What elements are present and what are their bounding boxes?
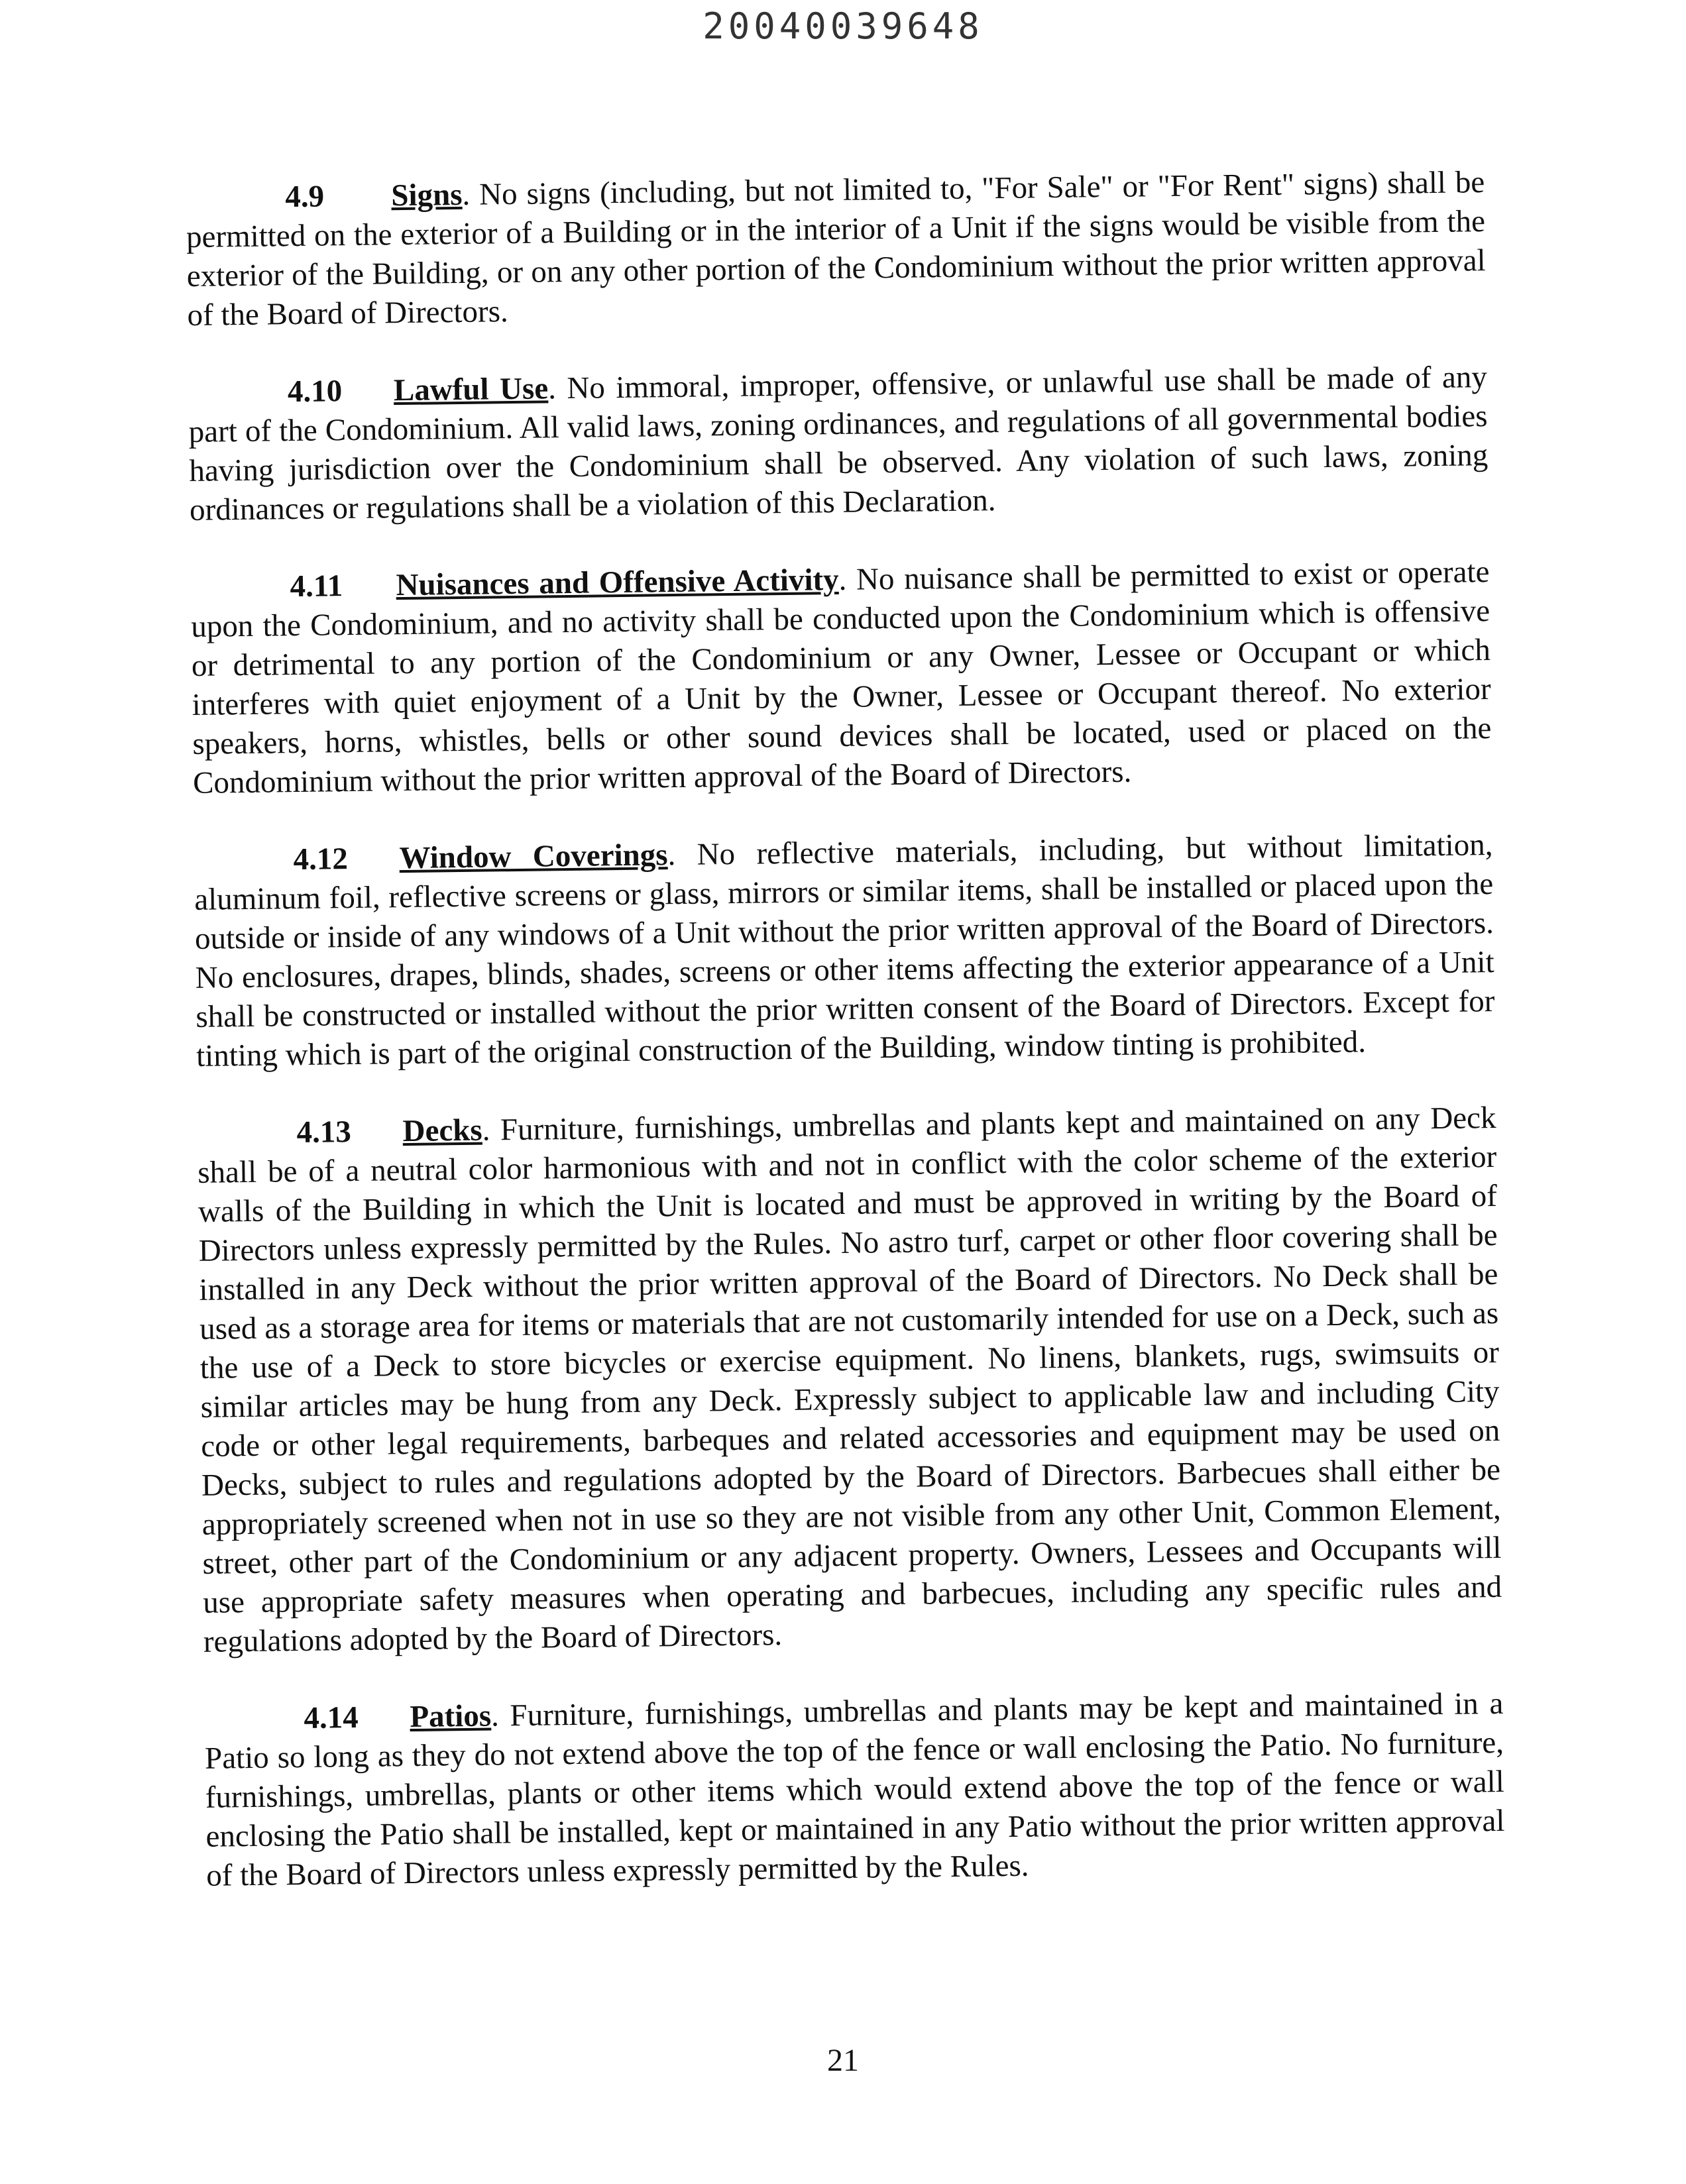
- section-text: Furniture, furnishings, umbrellas and plants kept and maintained on any Deck shall be of a neutral color harmonious with and not in conflict with the color scheme of the exterior walls of the Building in which the Unit is located and must be approved in writing by the Board of Directors unless expressly permitted by the Rules. No astro turf, carpet or other floor covering shall be installed in any Deck without the prior written approval of the Board of Directors. No Deck shall be used as a storage area for items or materials that are not customarily intended for use on a Deck, such as the use of a Deck to store bicycles or exercise equipment. No linens, blankets, rugs, swimsuits or similar articles may be hung from any Deck. Expressly subject to applicable law and including City code or other legal requirements, barbeques and related accessories and equipment may be used on Decks, subject to rules and regulations adopted by the Board of Directors. Barbecues shall either be appropriately screened when not in use so they are not visible from any other Unit, Common Element, street, other part of the Condominium or any adjacent property. Owners, Lessees and Occupants will use appropriate safety measures when operating and barbecues, including any specific rules and regulations adopted by the Board of Directors.: [197, 1100, 1502, 1659]
- section-heading: Signs: [391, 177, 463, 213]
- page-number: 21: [827, 2043, 859, 2078]
- section-text: No immoral, improper, offensive, or unlawful use shall be made of any part of the Condominium. All valid laws, zoning ordinances, and regulations of all governmental bodies having jurisdiction over the Condominium shall be observed. Any violation of such laws, zoning ordinances or regulations shall be a violation of this Declaration.: [188, 360, 1489, 527]
- section-number: 4.11: [290, 569, 343, 604]
- section-heading: Window Coverings: [399, 838, 668, 876]
- section-4-9: 4.9 Signs. No signs (including, but not limited to, "For Sale" or "For Rent" signs) shall be permitted on the exterior of a Building or in the interior of a Unit if the signs would be visible from the exterior of the Building, or on any other portion of the Condominium without the prior written approval of the Board of Directors.: [186, 165, 1486, 333]
- section-number: 4.14: [304, 1700, 359, 1735]
- section-text: No nuisance shall be permitted to exist or operate upon the Condominium, and no activity shall be conducted upon the Condominium which is offensive or detrimental to any portion of the Condominium or any Owner, Lessee or Occupant or which interferes with quiet enjoyment of a Unit by the Owner, Lessee or Occupant thereof. No exterior speakers, horns, whistles, bells or other sound devices shall be located, used or placed on the Condominium without the prior written approval of the Board of Directors.: [190, 555, 1492, 800]
- section-4-12: 4.12 Window Coverings. No reflective materials, including, but without limitation, aluminum foil, reflective screens or glass, mirrors or similar items, shall be installed or placed upon the outside or inside of any windows of a Unit without the prior written approval of the Board of Directors. No enclosures, drapes, blinds, shades, screens or other items affecting the exterior appearance of a Unit shall be constructed or installed without the prior written consent of the Board of Directors. Except for tinting which is part of the original construction of the Building, window tinting is prohibited.: [194, 827, 1495, 1073]
- section-4-14: 4.14 Patios. Furniture, furnishings, umbrellas and plants may be kept and maintained in a Patio so long as they do not extend above the top of the fence or wall enclosing the Patio. No furniture, furnishings, umbrellas, plants or other items which would extend above the top of the fence or wall enclosing the Patio shall be installed, kept or maintained in any Patio without the prior written approval of the Board of Directors unless expressly permitted by the Rules.: [204, 1686, 1505, 1893]
- section-number: 4.12: [293, 842, 349, 877]
- section-text: No reflective materials, including, but without limitation, aluminum foil, reflective screens or glass, mirrors or similar items, shall be installed or placed upon the outside or inside of any windows of a Unit without the prior written approval of the Board of Directors. No enclosures, drapes, blinds, shades, screens or other items affecting the exterior appearance of a Unit shall be constructed or installed without the prior written consent of the Board of Directors. Except for tinting which is part of the original construction of the Building, window tinting is prohibited.: [194, 827, 1495, 1073]
- section-number: 4.13: [296, 1115, 352, 1150]
- section-4-10: 4.10 Lawful Use. No immoral, improper, offensive, or unlawful use shall be made of any part of the Condominium. All valid laws, zoning ordinances, and regulations of all governmental bodies having jurisdiction over the Condominium shall be observed. Any violation of such laws, zoning ordinances or regulations shall be a violation of this Declaration.: [188, 360, 1489, 527]
- section-heading: Patios: [410, 1698, 492, 1735]
- section-heading: Lawful Use: [393, 371, 549, 408]
- section-heading: Decks: [402, 1113, 482, 1149]
- section-heading: Nuisances and Offensive Activity: [396, 563, 839, 603]
- section-text: Furniture, furnishings, umbrellas and plants may be kept and maintained in a Patio so long as they do not extend above the top of the fence or wall enclosing the Patio. No furniture, furnishings, umbrellas, plants or other items which would extend above the top of the fence or wall enclosing the Patio shall be installed, kept or maintained in any Patio without the prior written approval of the Board of Directors unless expressly permitted by the Rules.: [204, 1686, 1505, 1893]
- document-number: 20040039648: [702, 5, 984, 47]
- document-body: [186, 163, 1506, 1934]
- section-number: 4.9: [285, 179, 325, 215]
- section-text: No signs (including, but not limited to, "For Sale" or "For Rent" signs) shall be permitted on the exterior of a Building or in the interior of a Unit if the signs would be visible from the exterior of the Building, or on any other portion of the Condominium without the prior written approval of the Board of Directors.: [186, 165, 1486, 333]
- section-4-11: 4.11 Nuisances and Offensive Activity. No nuisance shall be permitted to exist or operate upon the Condominium, and no activity shall be conducted upon the Condominium which is offensive or detrimental to any portion of the Condominium or any Owner, Lessee or Occupant or which interferes with quiet enjoyment of a Unit by the Owner, Lessee or Occupant thereof. No exterior speakers, horns, whistles, bells or other sound devices shall be located, used or placed on the Condominium without the prior written approval of the Board of Directors.: [190, 555, 1492, 800]
- section-4-13: 4.13 Decks. Furniture, furnishings, umbrellas and plants kept and maintained on any Deck shall be of a neutral color harmonious with and not in conflict with the color scheme of the exterior walls of the Building in which the Unit is located and must be approved in writing by the Board of Directors unless expressly permitted by the Rules. No astro turf, carpet or other floor covering shall be installed in any Deck without the prior written approval of the Board of Directors. No Deck shall be used as a storage area for items or materials that are not customarily intended for use on a Deck, such as the use of a Deck to store bicycles or exercise equipment. No linens, blankets, rugs, swimsuits or similar articles may be hung from any Deck. Expressly subject to applicable law and including City code or other legal requirements, barbeques and related accessories and equipment may be used on Decks, subject to rules and regulations adopted by the Board of Directors. Barbecues shall either be appropriately screened when not in use so they are not visible from any other Unit, Common Element, street, other part of the Condominium or any adjacent property. Owners, Lessees and Occupants will use appropriate safety measures when operating and barbecues, including any specific rules and regulations adopted by the Board of Directors.: [197, 1100, 1502, 1659]
- section-number: 4.10: [287, 374, 343, 410]
